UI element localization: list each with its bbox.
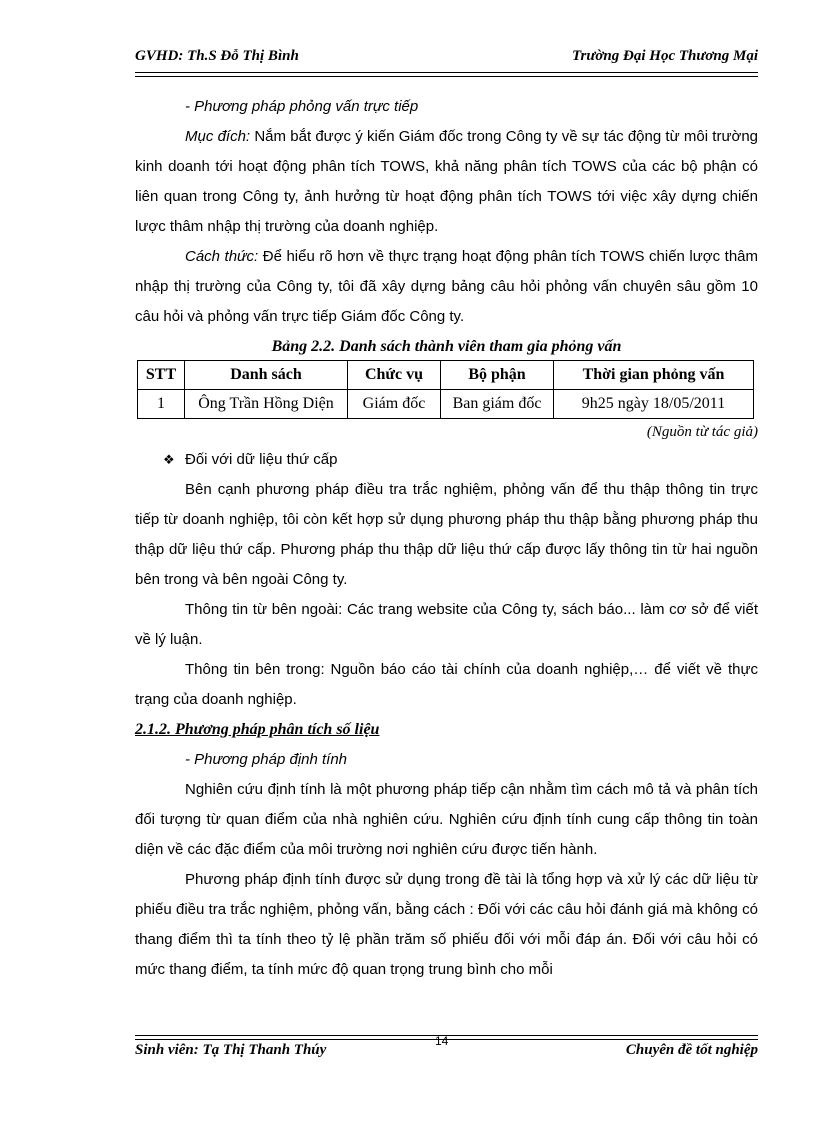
cell-interview-time: 9h25 ngày 18/05/2011 [554,390,754,419]
method-text: Để hiểu rõ hơn về thực trạng hoạt động phân tích TOWS chiến lược thâm nhập thị trường của Công ty, tôi đã xây dựng bảng câu hỏi phỏng vấn chuyên sâu gồm 10 câu hỏi và phỏng vấn trực tiếp Giám đốc Công ty. [135,248,759,325]
col-header-department: Bộ phận [441,361,554,390]
col-header-position: Chức vụ [348,361,441,390]
purpose-paragraph [135,122,758,242]
body-content [135,92,758,985]
footer-document-type: Chuyên đề tốt nghiệp [625,1042,758,1058]
table-row [138,390,754,419]
col-header-name: Danh sách [185,361,348,390]
col-header-interview-time: Thời gian phỏng vấn [554,361,754,390]
members-table [137,360,754,419]
cell-department: Ban giám đốc [441,390,554,419]
qualitative-heading: - Phương pháp định tính [185,751,348,768]
secondary-data-heading-line [135,445,758,475]
purpose-label: Mục đích: [185,128,251,145]
page-number: 14 [435,1034,449,1048]
cell-position: Giám đốc [348,390,441,419]
secondary-paragraph-1: Bên cạnh phương pháp điều tra trắc nghiệm, phỏng vấn để thu thập thông tin trực tiếp từ doanh nghiệp, tôi còn kết hợp sử dụng phương pháp thu thập bằng phương pháp thu thập dữ liệu thứ cấp. Phương pháp thu thập dữ liệu thứ cấp được lấy thông tin từ hai nguồn bên trong và bên ngoài Công ty. [135,481,758,588]
diamond-bullet-icon: ❖ [163,452,175,467]
secondary-paragraph-3: Thông tin bên trong: Nguồn báo cáo tài chính của doanh nghiệp,… để viết về thực trạng của doanh nghiệp. [135,661,758,708]
header-advisor: GVHD: Th.S Đỗ Thị Bình [135,48,299,64]
footer-student: Sinh viên: Tạ Thị Thanh Thúy [135,1042,327,1058]
purpose-text: Nắm bắt được ý kiến Giám đốc trong Công ty về sự tác động từ môi trường kinh doanh tới hoạt động phân tích TOWS, khả năng phân tích TOWS của các bộ phận có liên quan trong Công ty, ảnh hưởng từ hoạt động phân tích TOWS tới việc xây dựng chiến lược thâm nhập thị trường của doanh nghiệp. [135,128,759,235]
cell-name: Ông Trần Hồng Diện [185,390,348,419]
cell-stt: 1 [138,390,185,419]
table-header-row [138,361,754,390]
method-label: Cách thức: [185,248,259,265]
page-header [135,48,758,70]
interview-method-heading: - Phương pháp phỏng vấn trực tiếp [185,98,419,115]
secondary-data-heading: Đối với dữ liệu thứ cấp [185,451,338,468]
col-header-stt: STT [138,361,185,390]
header-divider [135,72,758,77]
qualitative-paragraph-2: Phương pháp định tính được sử dụng trong đề tài là tổng hợp và xử lý các dữ liệu từ phiếu điều tra trắc nghiệm, phỏng vấn, bằng cách : Đối với các câu hỏi đánh giá mà không có thang điểm thì ta tính theo tỷ lệ phần trăm số phiếu đối với mỗi đáp án. Đối với câu hỏi có mức thang điểm, ta tính mức độ quan trọng trung bình cho mỗi [135,871,758,978]
page-footer [135,1034,758,1062]
secondary-paragraph-2: Thông tin từ bên ngoài: Các trang website của Công ty, sách báo... làm cơ sở để viết về lý luận. [135,601,758,648]
method-paragraph [135,242,758,332]
table-source: (Nguồn từ tác giả) [646,424,758,440]
header-university: Trường Đại Học Thương Mại [571,48,758,64]
table-caption: Bảng 2.2. Danh sách thành viên tham gia phỏng vấn [271,338,622,355]
qualitative-paragraph-1: Nghiên cứu định tính là một phương pháp tiếp cận nhằm tìm cách mô tả và phân tích đối tượng từ quan điểm của nhà nghiên cứu. Nghiên cứu định tính cung cấp thông tin toàn diện về các đặc điểm của môi trường nơi nghiên cứu được tiến hành. [135,781,758,858]
section-title: 2.1.2. Phương pháp phân tích số liệu [135,721,380,738]
